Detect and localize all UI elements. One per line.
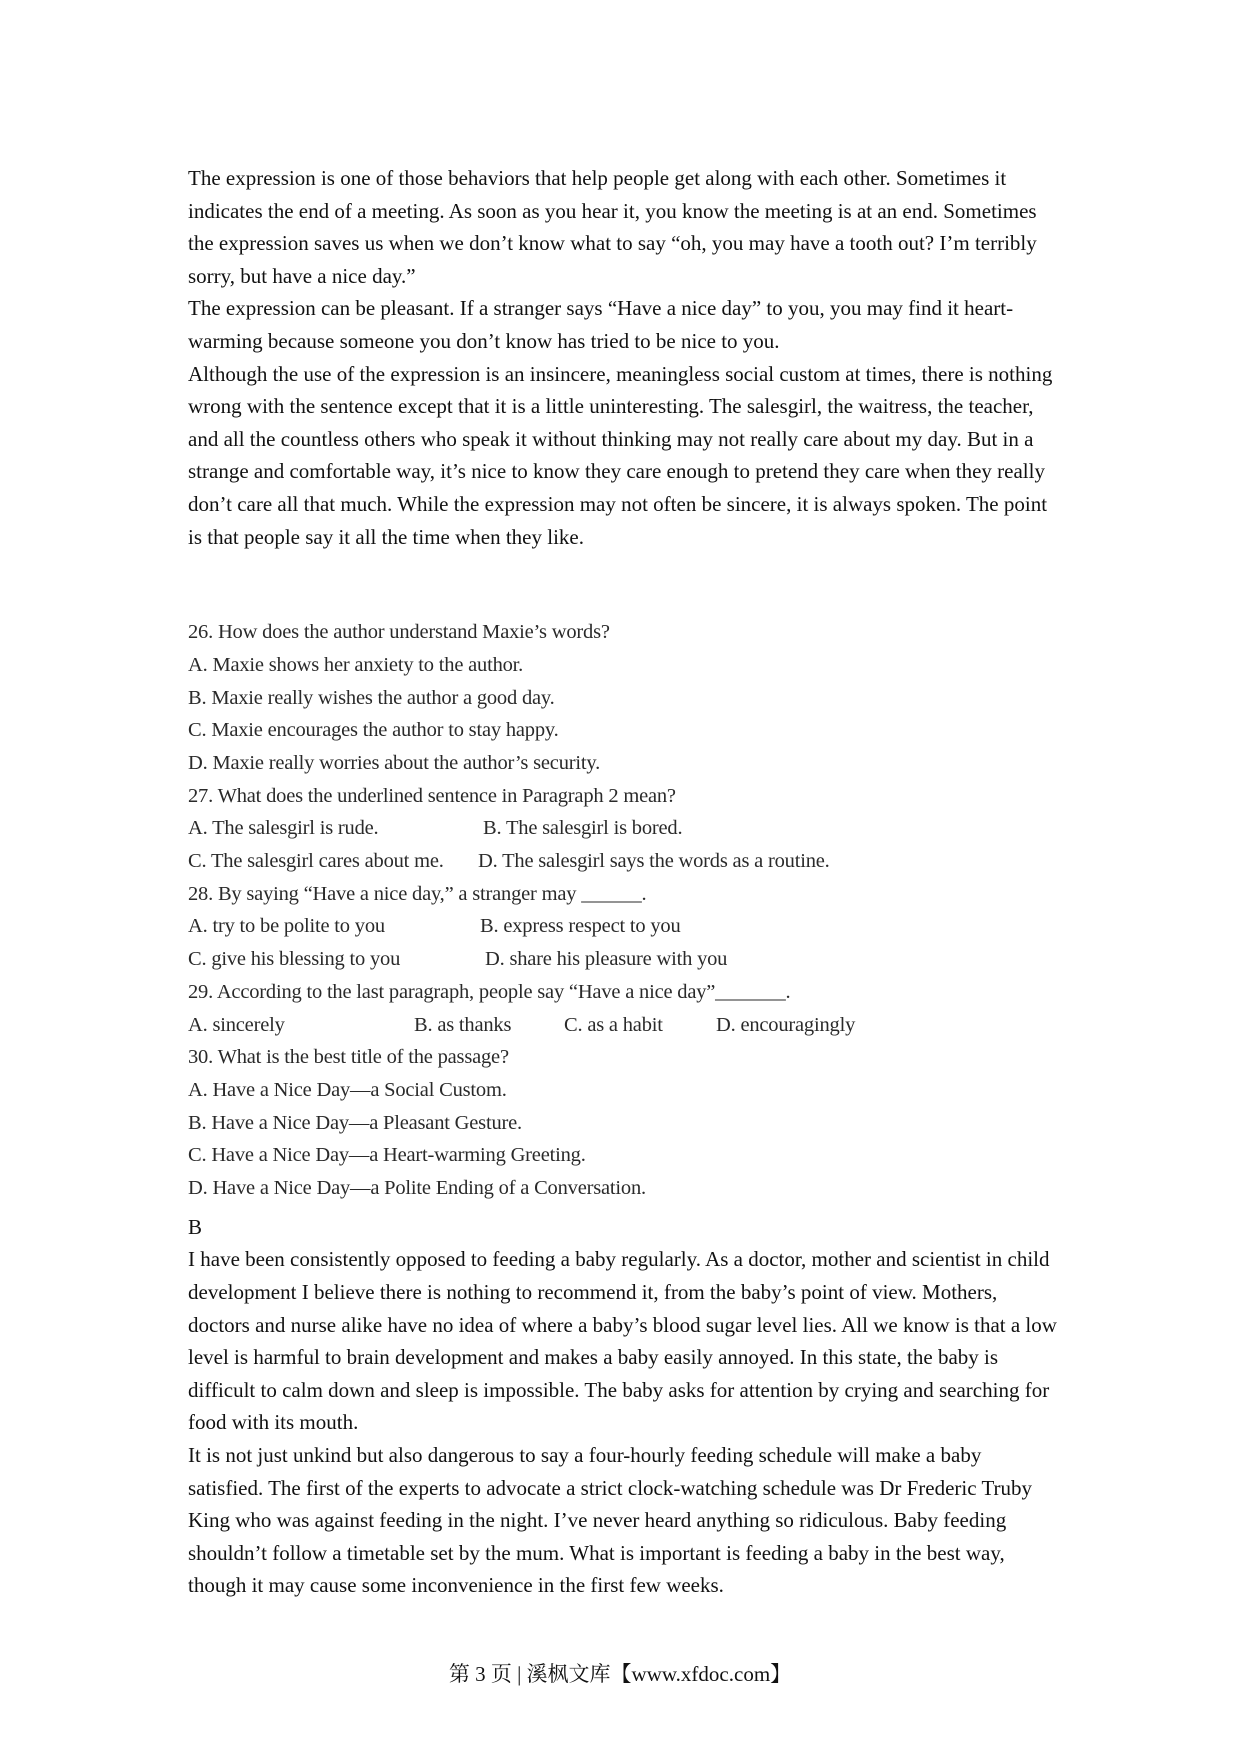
paragraph: The expression can be pleasant. If a stranger says “Have a nice day” to you, you may find it heart-warming because someone you don’t know has tried to be nice to you. bbox=[188, 296, 1014, 353]
option: A. sincerely bbox=[188, 1013, 285, 1036]
passage-b bbox=[188, 1243, 1058, 1602]
option: B. The salesgirl is bored. bbox=[483, 817, 683, 840]
question-stem: 28. By saying “Have a nice day,” a stranger may ______. bbox=[188, 882, 647, 905]
section-label: B bbox=[188, 1214, 203, 1239]
page-footer: 第 3 页 | 溪枫文库【www.xfdoc.com】 bbox=[448, 1662, 792, 1686]
option: C. give his blessing to you bbox=[188, 948, 401, 971]
passage-a bbox=[188, 162, 1058, 553]
option: B. Have a Nice Day—a Pleasant Gesture. bbox=[188, 1111, 522, 1134]
paragraph: I have been consistently opposed to feeding a baby regularly. As a doctor, mother and scientist in child development I believe there is nothing to recommend it, from the baby’s point of view. Mothers, doctors and nurse alike have no idea of where a baby’s blood sugar level lies. All we know is that a low level is harmful to brain development and makes a baby easily annoyed. In this state, the baby is difficult to calm down and sleep is impossible. The baby asks for attention by crying and searching for food with its mouth. bbox=[188, 1247, 1057, 1435]
option: A. Have a Nice Day—a Social Custom. bbox=[188, 1078, 507, 1101]
option: C. The salesgirl cares about me. bbox=[188, 850, 444, 873]
paragraph: The expression is one of those behaviors that help people get along with each other. Sometimes it indicates the end of a meeting. As soon as you hear it, you know the meeting is at an end. Sometimes the expression saves us when we don’t know what to say “oh, you may have a tooth out? I’m terribly sorry, but have a nice day.” bbox=[188, 166, 1037, 288]
question-stem: 27. What does the underlined sentence in Paragraph 2 mean? bbox=[188, 784, 676, 807]
paragraph: It is not just unkind but also dangerous to say a four-hourly feeding schedule will make a baby satisfied. The first of the experts to advocate a strict clock-watching schedule was Dr Frederic Truby King who was against feeding in the night. I’ve never heard anything so ridiculous. Baby feeding shouldn’t follow a timetable set by the mum. What is important is feeding a baby in the best way, though it may cause some inconvenience in the first few weeks. bbox=[188, 1442, 1033, 1598]
option: B. as thanks bbox=[414, 1013, 512, 1036]
option-row bbox=[188, 845, 1058, 878]
question-stem: 26. How does the author understand Maxie’s words? bbox=[188, 621, 610, 644]
option-row bbox=[188, 910, 1058, 943]
question-block bbox=[188, 616, 1058, 1205]
option: B. Maxie really wishes the author a good day. bbox=[188, 686, 555, 709]
option: A. Maxie shows her anxiety to the author. bbox=[188, 653, 524, 676]
option-row bbox=[188, 1009, 1058, 1042]
option-row bbox=[188, 812, 1058, 845]
question-stem: 30. What is the best title of the passage? bbox=[188, 1046, 509, 1069]
page-content bbox=[188, 162, 1058, 1602]
option: B. express respect to you bbox=[480, 915, 681, 938]
paragraph: Although the use of the expression is an insincere, meaningless social custom at times, there is nothing wrong with the sentence except that it is a little uninteresting. The salesgirl, the waitress, the teacher, and all the countless others who speak it without thinking may not really care about my day. But in a strange and comfortable way, it’s nice to know they care enough to pretend they care when they really don’t care all that much. While the expression may not often be sincere, it is always spoken. The point is that people say it all the time when they like. bbox=[188, 361, 1053, 549]
option: D. Have a Nice Day—a Polite Ending of a Conversation. bbox=[188, 1177, 646, 1200]
option: D. share his pleasure with you bbox=[485, 948, 728, 971]
spacer bbox=[188, 553, 1058, 616]
option: D. The salesgirl says the words as a routine. bbox=[478, 850, 830, 873]
question-stem: 29. According to the last paragraph, people say “Have a nice day”_______. bbox=[188, 980, 791, 1003]
option: C. as a habit bbox=[564, 1013, 663, 1036]
option: A. The salesgirl is rude. bbox=[188, 817, 379, 840]
option: A. try to be polite to you bbox=[188, 915, 385, 938]
option: D. Maxie really worries about the author’s security. bbox=[188, 751, 601, 774]
option: C. Have a Nice Day—a Heart-warming Greeting. bbox=[188, 1144, 586, 1167]
option-row bbox=[188, 943, 1058, 976]
option: C. Maxie encourages the author to stay happy. bbox=[188, 719, 559, 742]
option: D. encouragingly bbox=[716, 1013, 856, 1036]
